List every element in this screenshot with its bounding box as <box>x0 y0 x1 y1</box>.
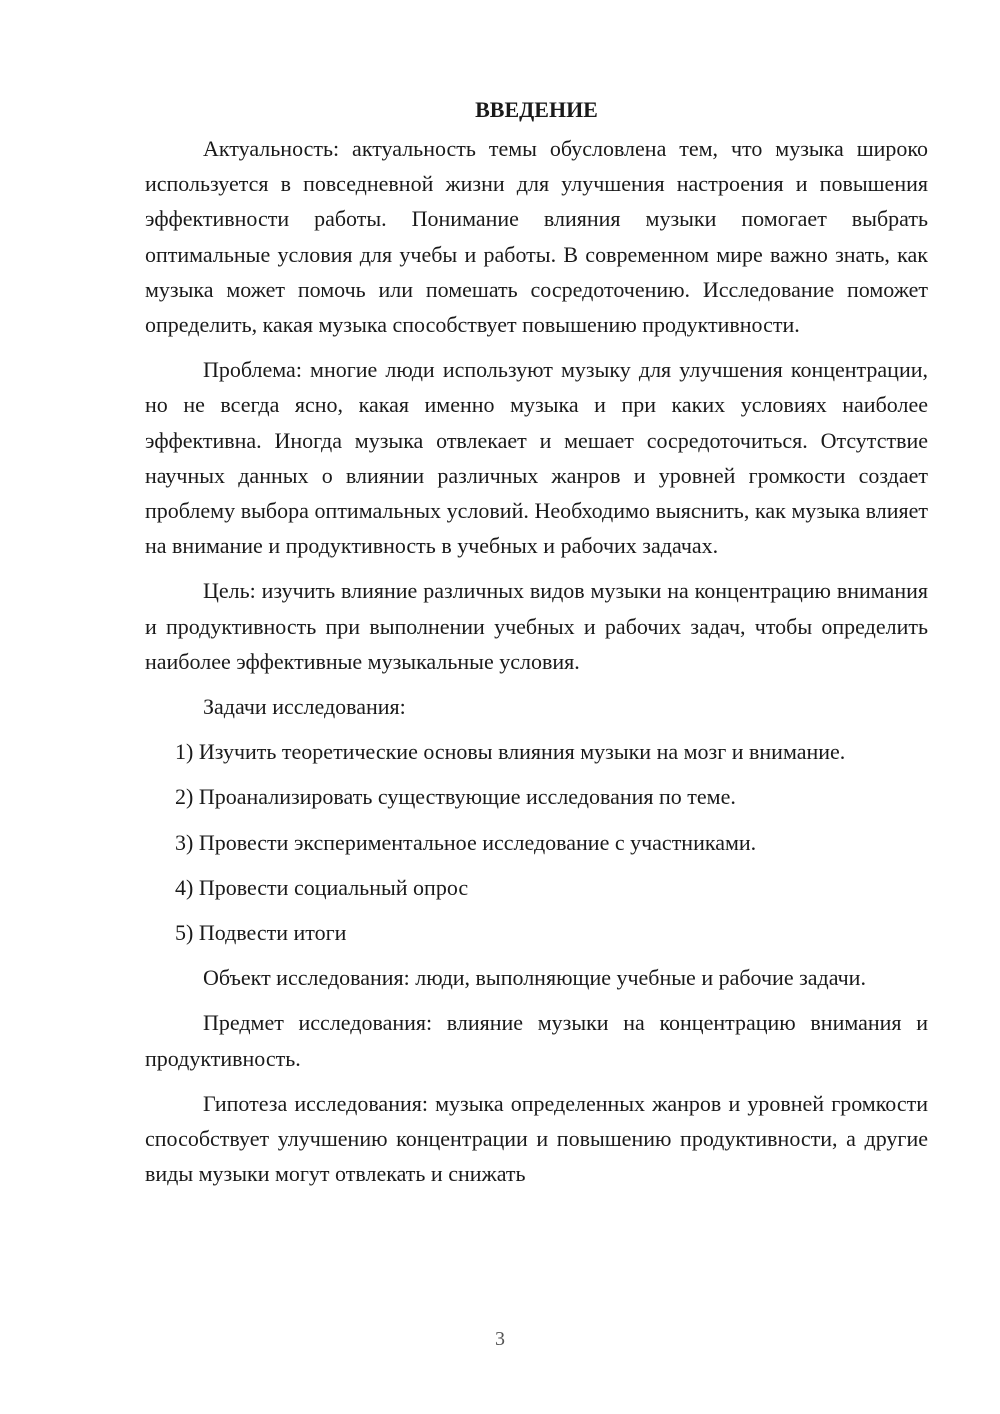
page-number: 3 <box>495 1328 505 1350</box>
document-page <box>145 92 928 1201</box>
task-item-2: 2) Проанализировать существующие исследования по теме. <box>175 784 736 810</box>
paragraph-problem: Проблема: многие люди используют музыку для улучшения концентрации, но не всегда ясно, какая именно музыка и при каких условиях наиболее эффективна. Иногда музыка отвлекает и мешает сосредоточиться. Отсутствие научных данных о влиянии различных жанров и уровней громкости создает проблему выбора оптимальных условий. Необходимо выяснить, как музыка влияет на внимание и продуктивность в учебных и рабочих задачах. <box>145 357 928 559</box>
paragraph-subject: Предмет исследования: влияние музыки на концентрацию внимания и продуктивность. <box>145 1010 928 1071</box>
task-item-4: 4) Провести социальный опрос <box>175 874 469 900</box>
tasks-heading: Задачи исследования: <box>203 694 406 720</box>
tasks-list <box>145 734 928 950</box>
paragraph-hypothesis: Гипотеза исследования: музыка определенных жанров и уровней громкости способствует улучшению концентрации и повышению продуктивности, а другие виды музыки могут отвлекать и снижать <box>145 1090 928 1187</box>
task-item-5: 5) Подвести итоги <box>175 920 347 946</box>
task-item-1: 1) Изучить теоретические основы влияния музыки на мозг и внимание. <box>175 739 846 765</box>
paragraph-goal: Цель: изучить влияние различных видов музыки на концентрацию внимания и продуктивность при выполнении учебных и рабочих задач, чтобы определить наиболее эффективные музыкальные условия. <box>145 578 928 674</box>
paragraph-relevance: Актуальность: актуальность темы обусловлена тем, что музыка широко используется в повседневной жизни для улучшения настроения и повышения эффективности работы. Понимание влияния музыки помогает выбрать оптимальные условия для учебы и работы. В современном мире важно знать, как музыка может помочь или помешать сосредоточению. Исследование поможет определить, какая музыка способствует повышению продуктивности. <box>145 136 928 338</box>
section-title: ВВЕДЕНИЕ <box>475 97 598 122</box>
task-item-3: 3) Провести экспериментальное исследование с участниками. <box>175 829 757 855</box>
paragraph-object: Объект исследования: люди, выполняющие учебные и рабочие задачи. <box>203 965 866 991</box>
